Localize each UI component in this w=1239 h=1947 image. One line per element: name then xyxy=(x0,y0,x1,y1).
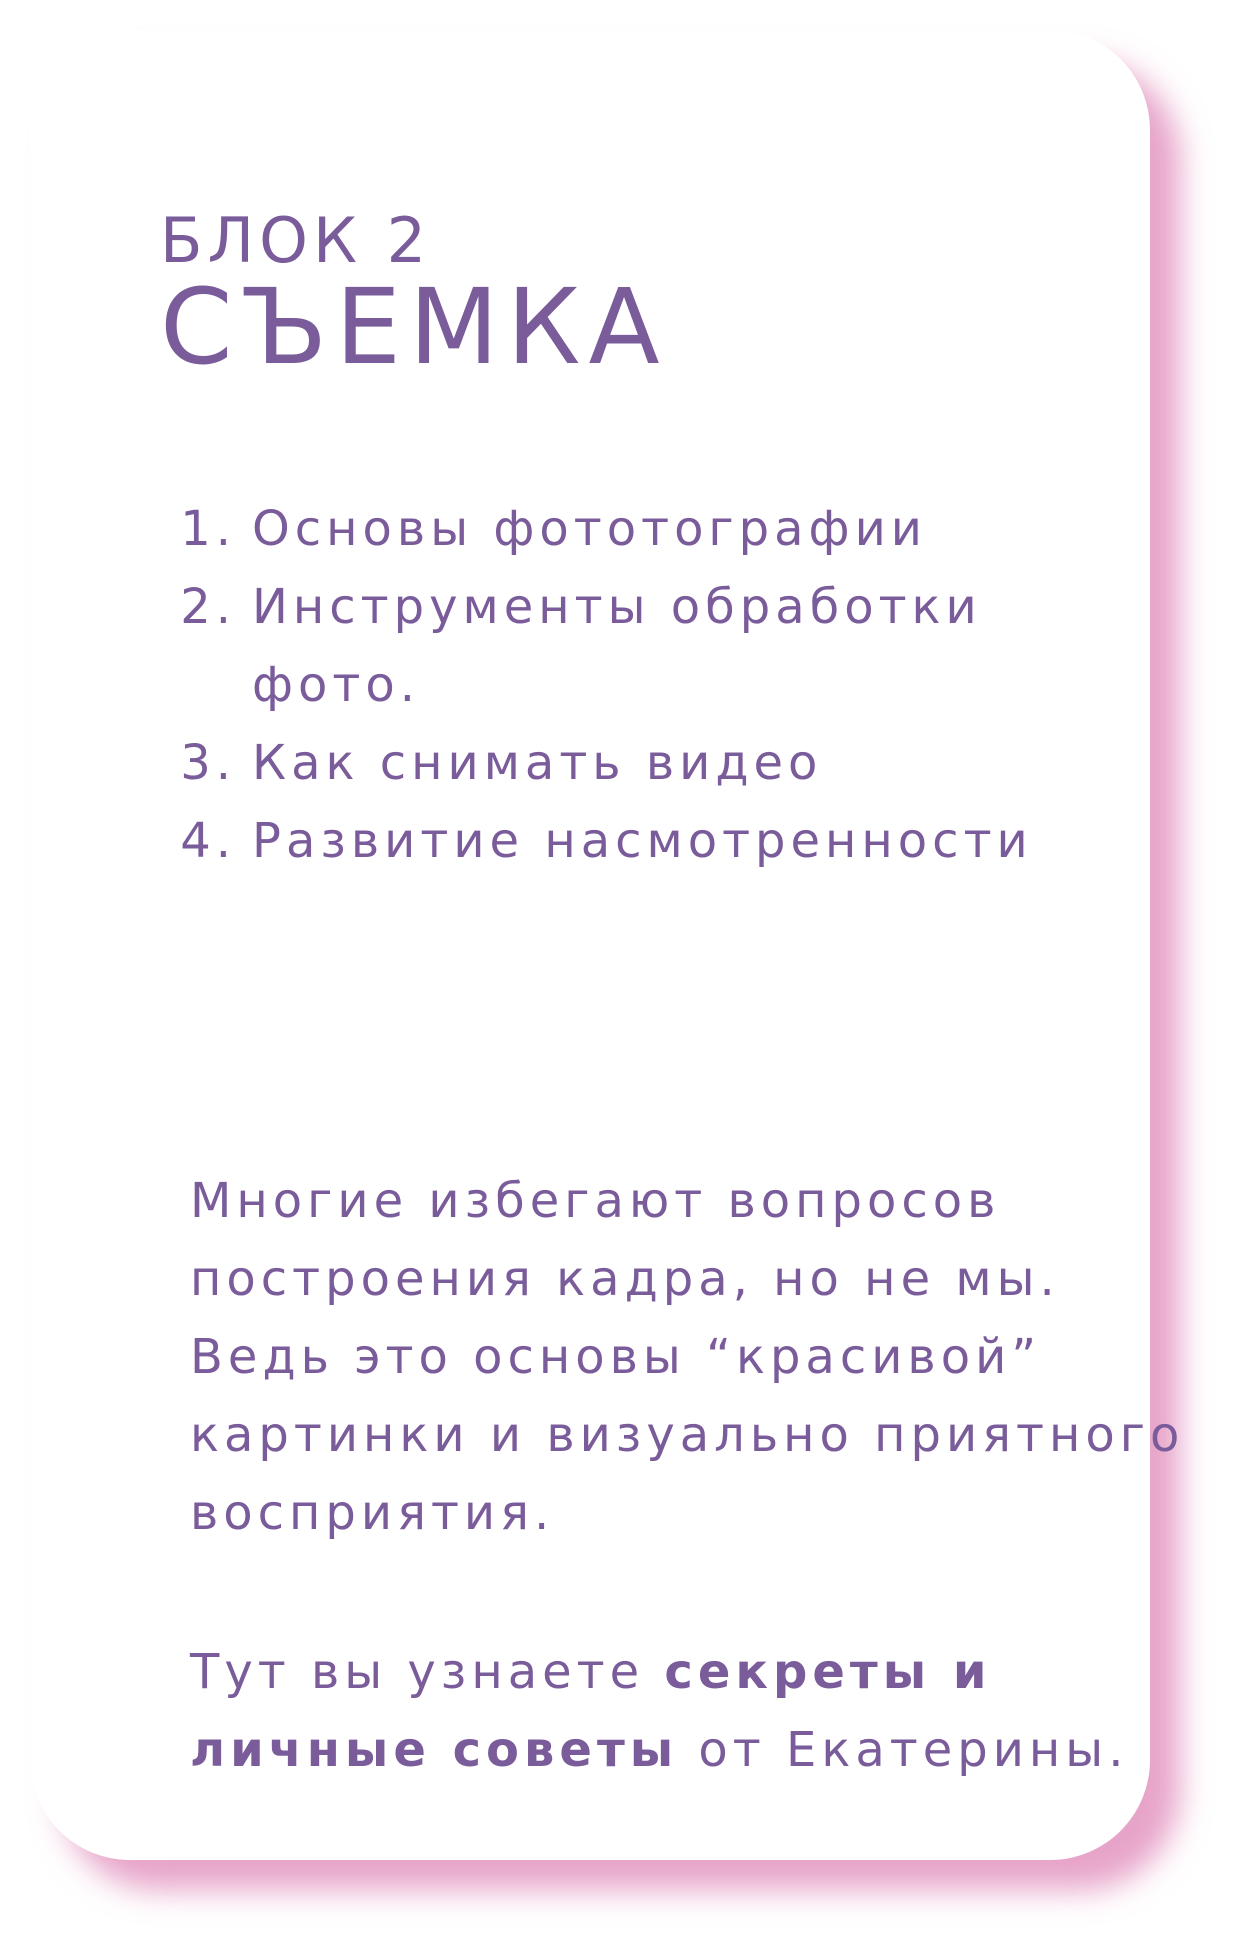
description-line: картинки и визуально приятного xyxy=(190,1407,1185,1463)
closing-line xyxy=(190,1711,1140,1789)
list-item-number: 4. xyxy=(180,813,236,869)
closing-line xyxy=(190,1633,1140,1711)
list-item-line: Развитие насмотренности xyxy=(252,813,1033,869)
list-item-line: Основы фототографии xyxy=(252,501,927,557)
closing-text-after: от Екатерины. xyxy=(678,1722,1129,1778)
description-line: построения кадра, но не мы. xyxy=(190,1251,1060,1307)
closing-bold-phrase: секреты и xyxy=(664,1644,992,1700)
list-item-text xyxy=(236,490,1060,568)
list-item xyxy=(160,490,1060,568)
list-item-text xyxy=(236,802,1060,880)
list-item xyxy=(160,724,1060,802)
closing-bold-phrase: личные советы xyxy=(190,1722,679,1778)
list-item-text xyxy=(236,568,1060,724)
list-item-line: фото. xyxy=(252,657,420,713)
description-line: Ведь это основы “красивой” xyxy=(190,1329,1042,1385)
closing-paragraph xyxy=(190,1633,1140,1789)
list-item-number: 2. xyxy=(180,579,236,635)
content-card xyxy=(30,30,1185,1860)
list-item-line: Как снимать видео xyxy=(252,735,823,791)
description-paragraph xyxy=(190,1162,1185,1552)
closing-text-before: Тут вы узнаете xyxy=(190,1644,665,1700)
topics-list xyxy=(160,490,1060,880)
list-item-number: 1. xyxy=(180,501,236,557)
list-item-number: 3. xyxy=(180,735,236,791)
list-item xyxy=(160,802,1060,880)
description-line: Многие избегают вопросов xyxy=(190,1173,1001,1229)
block-title: СЪЕМКА xyxy=(160,266,668,388)
block-label: БЛОК 2 xyxy=(160,204,432,277)
description-line: восприятия. xyxy=(190,1485,555,1541)
list-item xyxy=(160,568,1060,724)
list-item-text xyxy=(236,724,1060,802)
list-item-line: Инструменты обработки xyxy=(252,579,982,635)
